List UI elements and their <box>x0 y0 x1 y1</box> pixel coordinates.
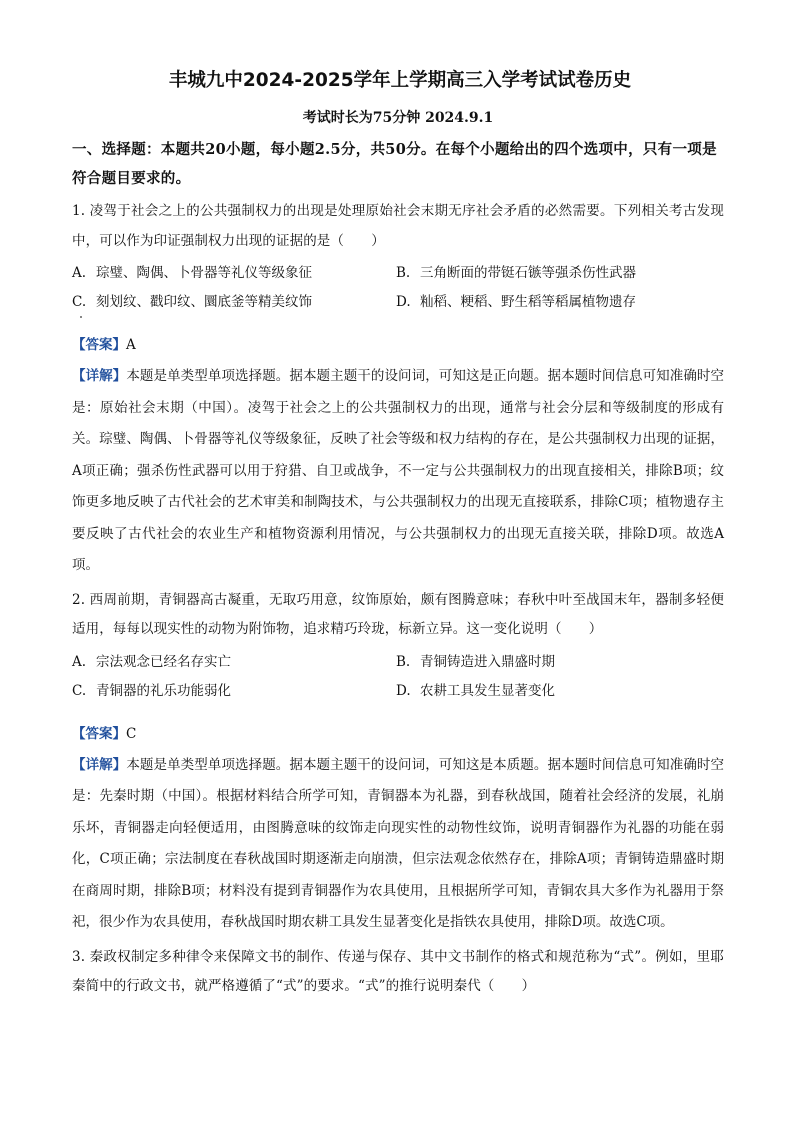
question-2-answer <box>72 720 724 749</box>
option-letter: C. <box>72 682 87 699</box>
option-b <box>396 259 724 288</box>
option-text: 刻划纹、戳印纹、圜底釜等精美纹饰 <box>96 294 312 310</box>
option-c <box>72 288 396 317</box>
answer-value: C <box>126 725 137 742</box>
option-c <box>72 677 396 706</box>
question-2-stem: 2. 西周前期，青铜器高古凝重，无取巧用意，纹饰原始，颇有图腾意味；春秋中叶至战国末年，器制多轻便适用，每每以现实性的动物为附饰物，追求精巧玲珑，标新立异。这一变化说明（ ） <box>72 591 724 637</box>
option-text: 琮璧、陶偶、卜骨器等礼仪等级象征 <box>96 265 312 281</box>
option-d <box>396 288 724 317</box>
option-text: 三角断面的带铤石镞等强杀伤性武器 <box>420 265 636 281</box>
explain-tag: 【详解】 <box>72 368 127 384</box>
option-text: 籼稻、粳稻、野生稻等稻属植物遗存 <box>420 294 636 310</box>
question-1-stem: 1. 凌驾于社会之上的公共强制权力的出现是处理原始社会末期无序社会矛盾的必然需要。下列相关考古发现中，可以作为印证强制权力出现的证据的是（ ） <box>72 203 724 249</box>
exam-duration-date: 考试时长为75分钟 2024.9.1 <box>302 110 494 126</box>
option-text: 宗法观念已经名存实亡 <box>96 653 231 670</box>
option-letter: D. <box>396 294 411 310</box>
question-3-stem: 3. 秦政权制定多种律令来保障文书的制作、传递与保存、其中文书制作的格式和规范称为“式”。例如，里耶秦简中的行政文书，就严格遵循了“式”的要求。“式”的推行说明秦代（ ） <box>72 948 724 994</box>
question-1-explanation <box>72 361 724 582</box>
explain-text: 本题是单类型单项选择题。据本题主题干的设问词，可知这是本质题。据本题时间信息可知准确时空是：先秦时期（中国）。根据材料结合所学可知，青铜器本为礼器，到春秋战国，随着社会经济的发展，礼崩乐坏，青铜器走向轻便适用，由图腾意味的纹饰走向现实性的动物性纹饰，说明青铜器作为礼器的功能在弱化，C项正确；宗法制度在春秋战国时期逐渐走向崩溃，但宗法观念依然存在，排除A项；青铜铸造鼎盛时期在商周时期，排除B项；材料没有提到青铜器作为农具使用，且根据所学可知，青铜农具大多作为礼器用于祭祀，很少作为农具使用，春秋战国时期农耕工具发生显著变化是指铁农具使用，排除D项。故选C项。 <box>72 756 725 930</box>
section-heading: 一、选择题：本题共20小题，每小题2.5分，共50分。在每个小题给出的四个选项中，只有一项是符合题目要求的。 <box>72 141 717 187</box>
option-letter: B. <box>396 265 411 281</box>
option-a <box>72 259 396 288</box>
answer-tag: 【答案】 <box>72 337 126 353</box>
exam-page <box>72 64 724 1002</box>
page-title: 丰城九中2024-2025学年上学期高三入学考试试卷历史 <box>168 70 632 91</box>
question-1-answer <box>72 331 724 360</box>
option-letter: A. <box>72 265 87 281</box>
scan-mark <box>80 316 82 318</box>
option-letter: A. <box>72 653 87 670</box>
option-d <box>396 677 724 706</box>
option-letter: D. <box>396 682 411 699</box>
explain-tag: 【详解】 <box>72 756 127 773</box>
option-b <box>396 648 724 677</box>
option-text: 青铜铸造进入鼎盛时期 <box>420 653 555 670</box>
question-1-options <box>72 259 724 317</box>
answer-tag: 【答案】 <box>72 725 126 742</box>
answer-value: A <box>126 337 136 353</box>
option-letter: B. <box>396 653 411 670</box>
option-text: 农耕工具发生显著变化 <box>420 682 555 699</box>
option-text: 青铜器的礼乐功能弱化 <box>96 682 231 699</box>
explain-text: 本题是单类型单项选择题。据本题主题干的设问词，可知这是正向题。据本题时间信息可知准确时空是：原始社会末期（中国）。凌驾于社会之上的公共强制权力的出现，通常与社会分层和等级制度的形成有关。琮璧、陶偶、卜骨器等礼仪等级象征，反映了社会等级和权力结构的存在，是公共强制权力出现的证据，A项正确；强杀伤性武器可以用于狩猎、自卫或战争，不一定与公共强制权力的出现直接相关，排除B项；纹饰更多地反映了古代社会的艺术审美和制陶技术，与公共强制权力的出现无直接联系，排除C项；植物遗存主要反映了古代社会的农业生产和植物资源利用情况，与公共强制权力的出现无直接关联，排除D项。故选A项。 <box>72 368 725 573</box>
option-letter: C. <box>72 294 87 310</box>
question-2-explanation <box>72 750 724 939</box>
question-2-options <box>72 648 724 706</box>
option-a <box>72 648 396 677</box>
